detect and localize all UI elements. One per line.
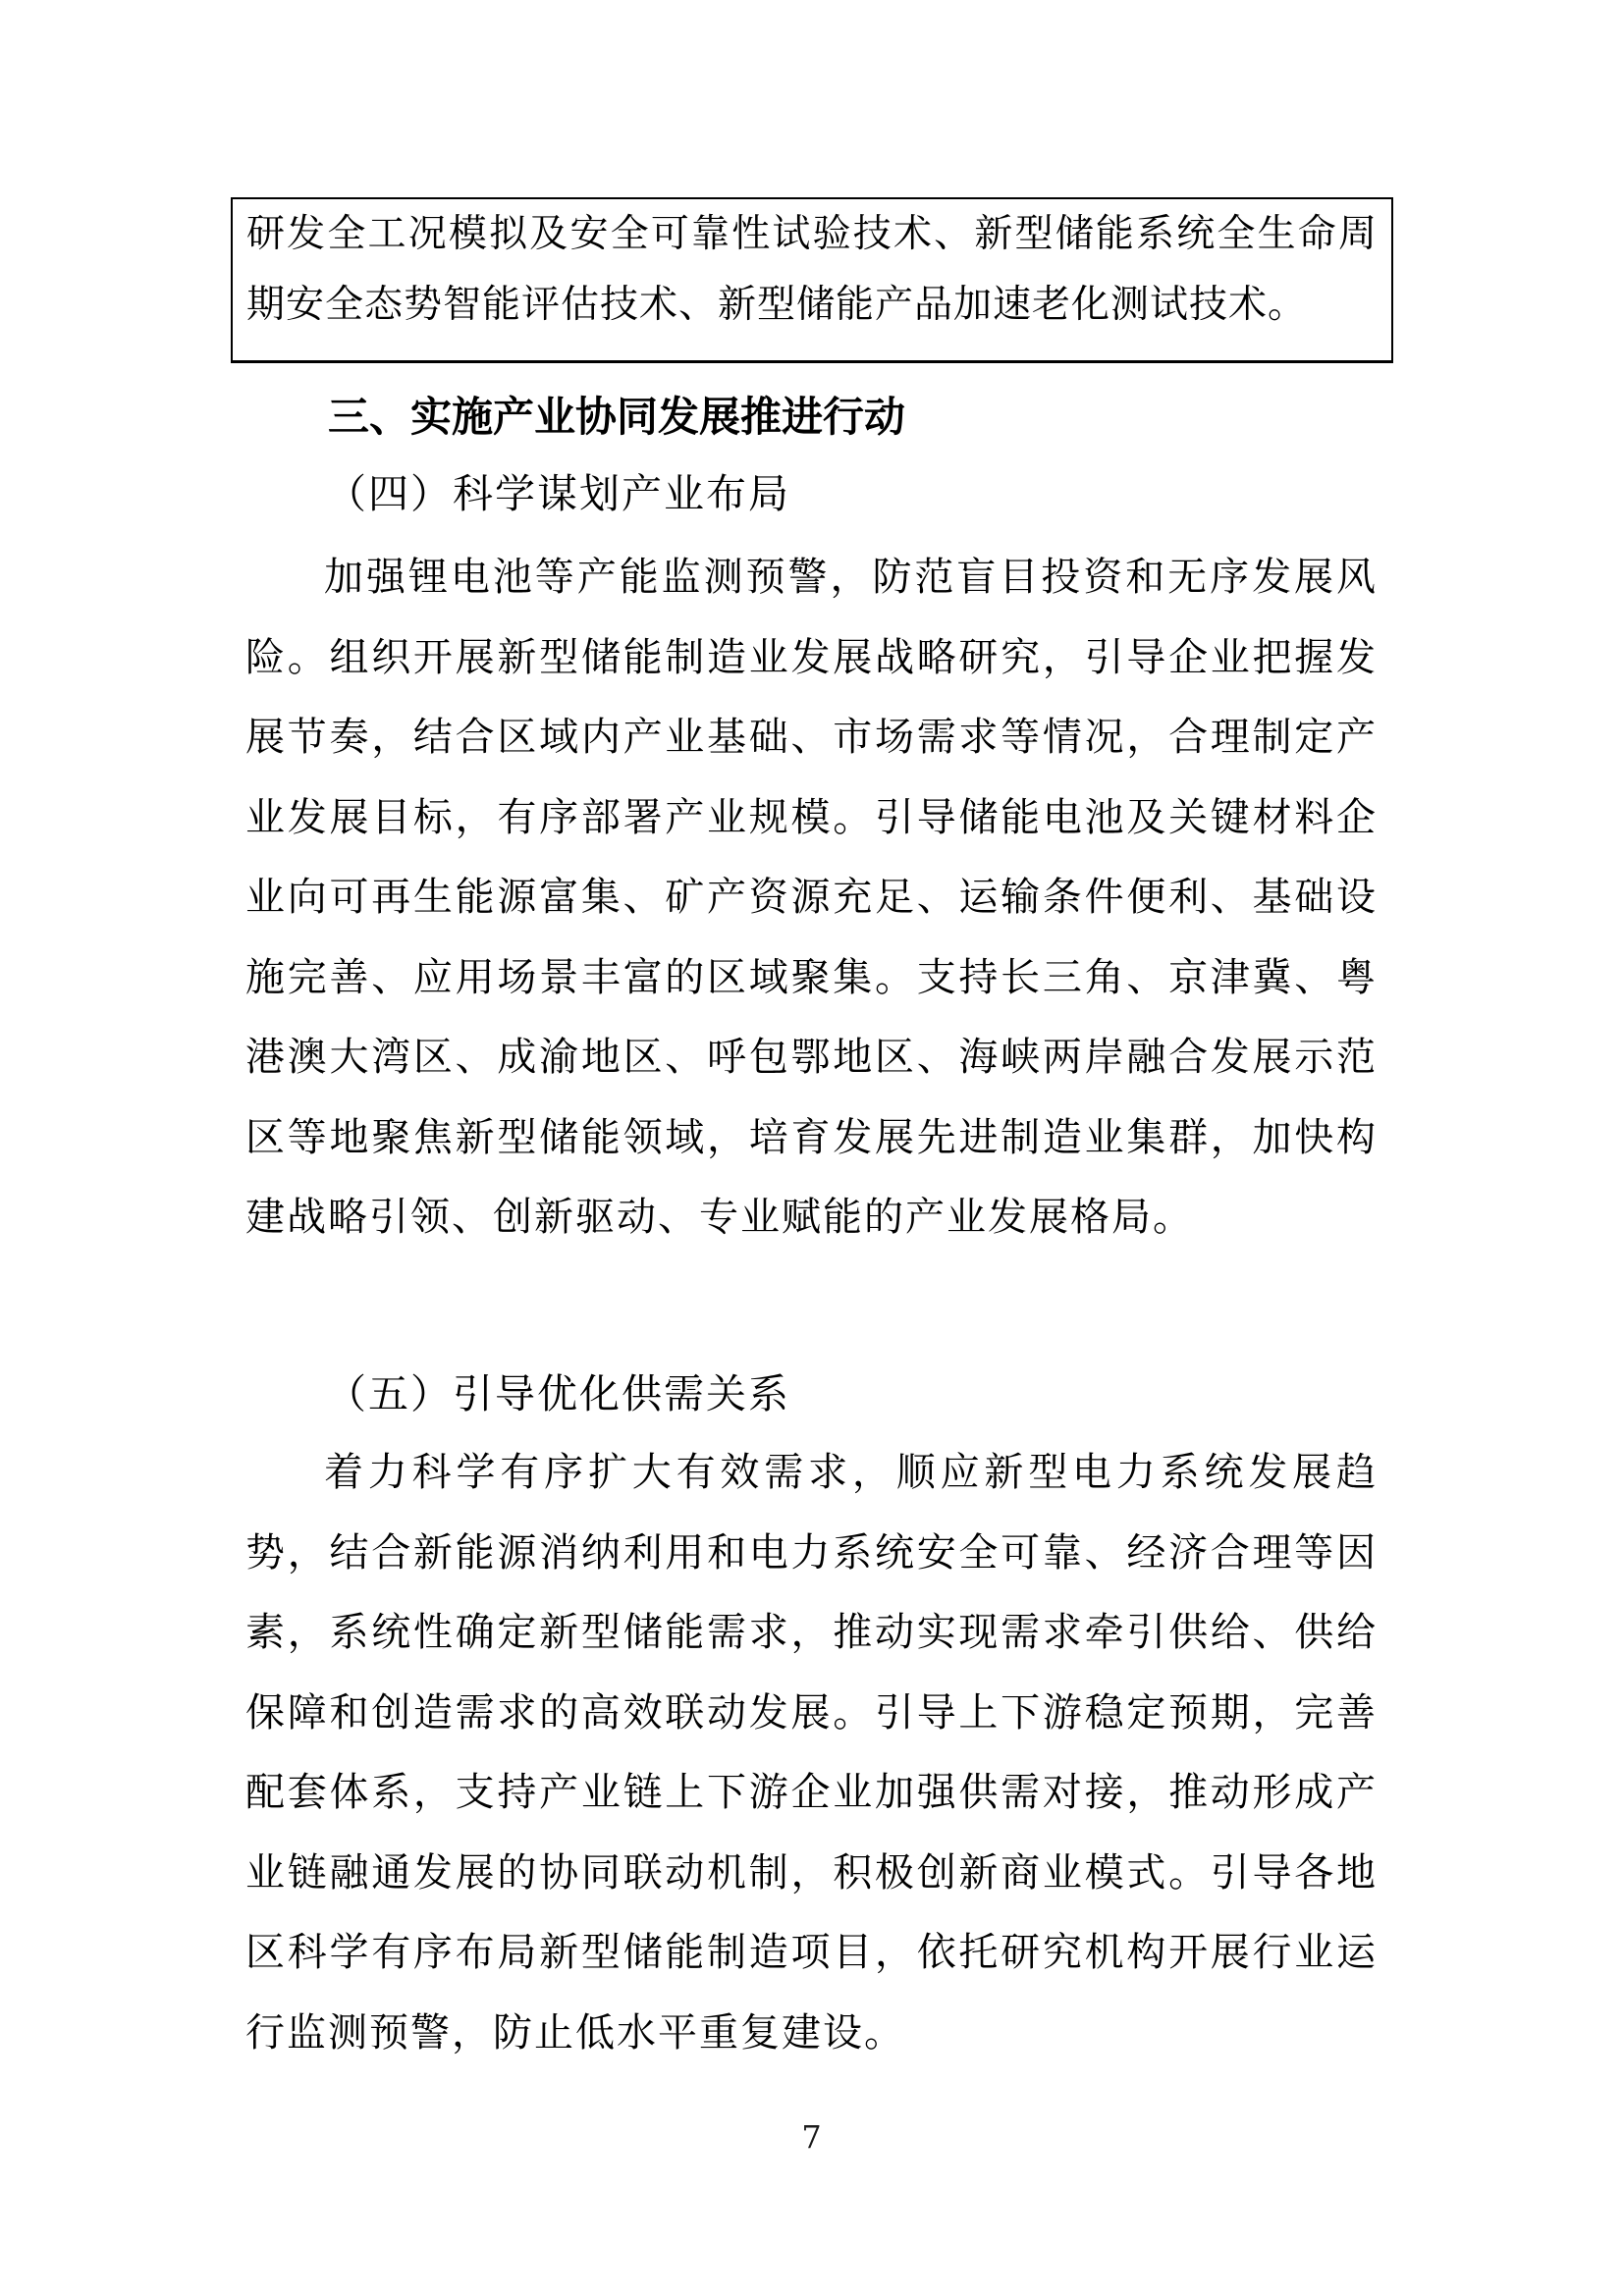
page-number: 7 [801, 2118, 822, 2156]
subsection-title-5: （五）引导优化供需关系 [326, 1370, 790, 1417]
quote-box [231, 197, 1393, 363]
subsection-title-4: （四）科学谋划产业布局 [326, 470, 790, 517]
paragraph-section-4: 加强锂电池等产能监测预警，防范盲目投资和无序发展风险。组织开展新型储能制造业发展战略研究，引导企业把握发展节奏，结合区域内产业基础、市场需求等情况，合理制定产业发展目标，有序部署产业规模。引导储能电池及关键材料企业向可再生能源富集、矿产资源充足、运输条件便利、基础设施完善、应用场景丰富的区域聚集。支持长三角、京津冀、粤港澳大湾区、成渝地区、呼包鄂地区、海峡两岸融合发展示范区等地聚焦新型储能领域，培育发展先进制造业集群，加快构建战略引领、创新驱动、专业赋能的产业发展格局。 [245, 555, 1378, 1240]
paragraph-section-5: 着力科学有序扩大有效需求，顺应新型电力系统发展趋势，结合新能源消纳利用和电力系统安全可靠、经济合理等因素，系统性确定新型储能需求，推动实现需求牵引供给、供给保障和创造需求的高效联动发展。引导上下游稳定预期，完善配套体系，支持产业链上下游企业加强供需对接，推动形成产业链融通发展的协同联动机制，积极创新商业模式。引导各地区科学有序布局新型储能制造项目，依托研究机构开展行业运行监测预警，防止低水平重复建设。 [245, 1450, 1378, 2056]
section-heading: 三、实施产业协同发展推进行动 [328, 393, 906, 441]
quote-box-text: 研发全工况模拟及安全可靠性试验技术、新型储能系统全生命周期安全态势智能评估技术、新型储能产品加速老化测试技术。 [246, 212, 1378, 327]
